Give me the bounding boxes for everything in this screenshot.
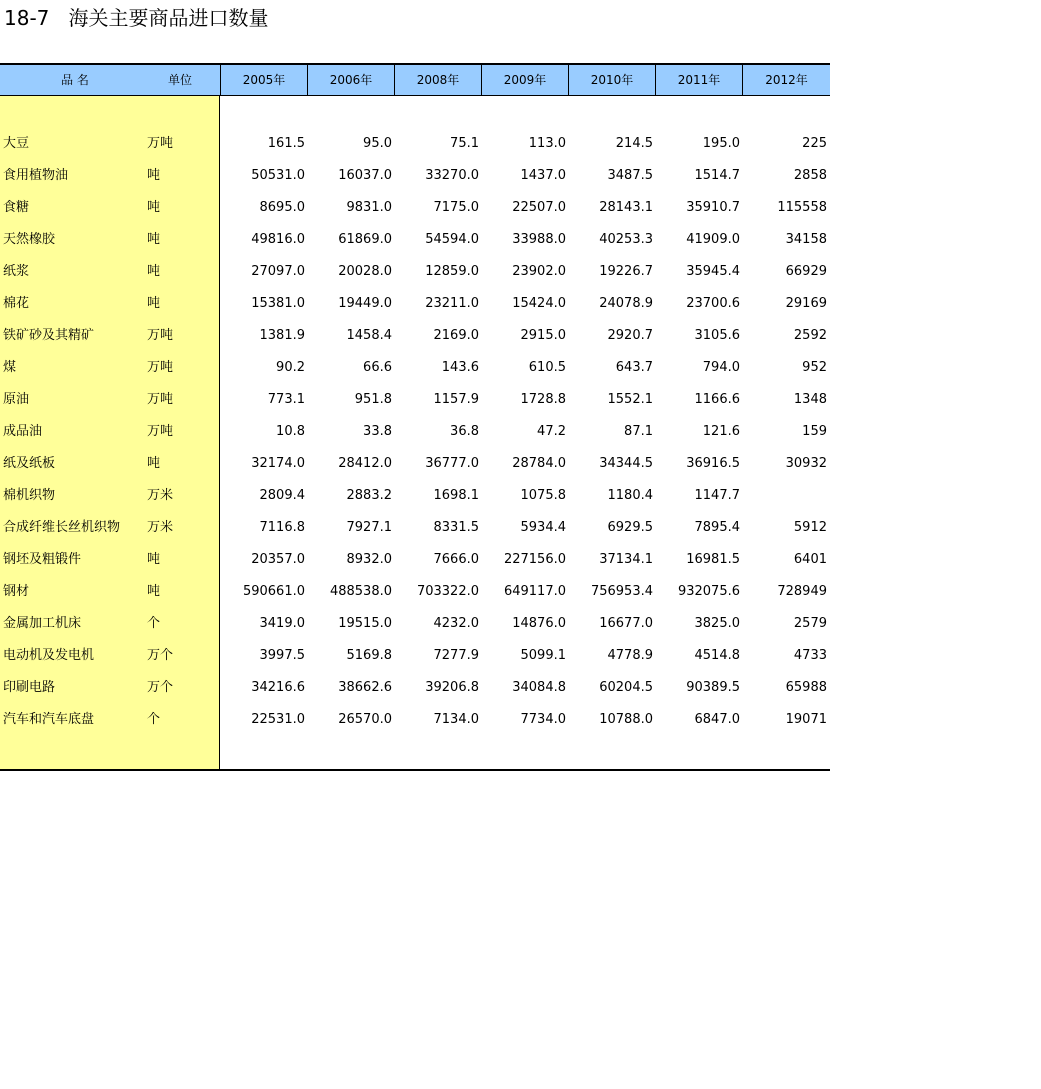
value-cell: 95.0 xyxy=(363,136,392,151)
value-cell: 29169 xyxy=(785,296,827,311)
value-cell: 36.8 xyxy=(450,424,479,439)
value-cell: 6929.5 xyxy=(607,520,653,535)
commodity-unit: 吨 xyxy=(147,264,161,279)
value-cell: 773.1 xyxy=(267,392,305,407)
value-cell: 5912 xyxy=(793,520,827,535)
value-cell: 35945.4 xyxy=(686,264,740,279)
commodity-name: 棉花 xyxy=(3,296,30,311)
value-cell: 36916.5 xyxy=(686,456,740,471)
value-cell: 10.8 xyxy=(276,424,305,439)
import-table xyxy=(0,63,830,771)
value-cell: 932075.6 xyxy=(677,584,740,599)
table-row xyxy=(0,704,830,736)
value-cell: 28784.0 xyxy=(512,456,566,471)
commodity-unit: 万个 xyxy=(147,648,174,663)
commodity-unit: 万米 xyxy=(147,488,174,503)
commodity-name: 纸浆 xyxy=(3,264,30,279)
value-cell: 4733 xyxy=(793,648,827,663)
commodity-name: 钢坯及粗锻件 xyxy=(3,552,82,567)
value-cell: 1348 xyxy=(793,392,827,407)
value-cell: 38662.6 xyxy=(338,680,392,695)
value-cell: 5934.4 xyxy=(520,520,566,535)
value-cell: 2169.0 xyxy=(433,328,479,343)
value-cell: 22531.0 xyxy=(251,712,305,727)
value-cell: 1075.8 xyxy=(520,488,566,503)
value-cell: 24078.9 xyxy=(599,296,653,311)
value-cell: 33270.0 xyxy=(425,168,479,183)
value-cell: 33.8 xyxy=(363,424,392,439)
value-cell: 1437.0 xyxy=(520,168,566,183)
table-row xyxy=(0,640,830,672)
value-cell: 5099.1 xyxy=(520,648,566,663)
value-cell: 36777.0 xyxy=(425,456,479,471)
value-cell: 703322.0 xyxy=(416,584,479,599)
value-cell: 75.1 xyxy=(450,136,479,151)
value-cell: 3825.0 xyxy=(694,616,740,631)
value-cell: 10788.0 xyxy=(599,712,653,727)
value-cell: 1166.6 xyxy=(694,392,740,407)
value-cell: 794.0 xyxy=(702,360,740,375)
value-cell: 161.5 xyxy=(267,136,305,151)
header-year: 2010年 xyxy=(590,73,634,87)
value-cell: 16677.0 xyxy=(599,616,653,631)
commodity-name: 食用植物油 xyxy=(3,168,69,183)
value-cell: 9831.0 xyxy=(346,200,392,215)
value-cell: 19226.7 xyxy=(599,264,653,279)
commodity-unit: 万个 xyxy=(147,680,174,695)
value-cell: 19449.0 xyxy=(338,296,392,311)
table-row xyxy=(0,128,830,160)
value-cell: 1157.9 xyxy=(433,392,479,407)
commodity-name: 合成纤维长丝机织物 xyxy=(3,520,121,535)
value-cell: 3105.6 xyxy=(694,328,740,343)
value-cell: 8331.5 xyxy=(433,520,479,535)
commodity-unit: 个 xyxy=(147,712,161,727)
value-cell: 1180.4 xyxy=(607,488,653,503)
value-cell: 20357.0 xyxy=(251,552,305,567)
commodity-name: 原油 xyxy=(3,392,30,407)
value-cell: 7116.8 xyxy=(259,520,305,535)
value-cell: 7734.0 xyxy=(520,712,566,727)
value-cell: 3419.0 xyxy=(259,616,305,631)
table-row xyxy=(0,512,830,544)
commodity-name: 金属加工机床 xyxy=(3,616,82,631)
table-row xyxy=(0,416,830,448)
value-cell: 23211.0 xyxy=(425,296,479,311)
value-cell: 3487.5 xyxy=(607,168,653,183)
value-cell: 1552.1 xyxy=(607,392,653,407)
commodity-name: 铁矿砂及其精矿 xyxy=(3,328,95,343)
value-cell: 2915.0 xyxy=(520,328,566,343)
value-cell: 19071 xyxy=(785,712,827,727)
table-row xyxy=(0,448,830,480)
value-cell: 195.0 xyxy=(702,136,740,151)
value-cell: 66.6 xyxy=(363,360,392,375)
value-cell: 590661.0 xyxy=(242,584,305,599)
value-cell: 34216.6 xyxy=(251,680,305,695)
commodity-unit: 吨 xyxy=(147,584,161,599)
value-cell: 952 xyxy=(802,360,827,375)
table-row xyxy=(0,256,830,288)
value-cell: 2920.7 xyxy=(607,328,653,343)
table-body xyxy=(0,96,830,771)
header-unit: 单位 xyxy=(168,73,193,87)
value-cell: 26570.0 xyxy=(338,712,392,727)
commodity-name: 食糖 xyxy=(3,200,30,215)
header-year: 2009年 xyxy=(503,73,547,87)
value-cell: 3997.5 xyxy=(259,648,305,663)
commodity-name: 天然橡胶 xyxy=(3,232,56,247)
value-cell: 28412.0 xyxy=(338,456,392,471)
page-title: 18-7 海关主要商品进口数量 xyxy=(4,6,269,30)
value-cell: 2858 xyxy=(793,168,827,183)
value-cell: 14876.0 xyxy=(512,616,566,631)
commodity-unit: 吨 xyxy=(147,200,161,215)
value-cell: 8932.0 xyxy=(346,552,392,567)
value-cell: 159 xyxy=(802,424,827,439)
value-cell: 41909.0 xyxy=(686,232,740,247)
commodity-unit: 万吨 xyxy=(147,360,174,375)
value-cell: 15424.0 xyxy=(512,296,566,311)
value-cell: 1381.9 xyxy=(259,328,305,343)
commodity-unit: 万吨 xyxy=(147,392,174,407)
value-cell: 23700.6 xyxy=(686,296,740,311)
value-cell: 2579 xyxy=(793,616,827,631)
value-cell: 7666.0 xyxy=(433,552,479,567)
value-cell: 90.2 xyxy=(276,360,305,375)
table-row xyxy=(0,352,830,384)
value-cell: 61869.0 xyxy=(338,232,392,247)
value-cell: 121.6 xyxy=(702,424,740,439)
table-row xyxy=(0,160,830,192)
value-cell: 728949 xyxy=(777,584,827,599)
header-year: 2008年 xyxy=(416,73,460,87)
value-cell: 4514.8 xyxy=(694,648,740,663)
value-cell: 7277.9 xyxy=(433,648,479,663)
value-cell: 1514.7 xyxy=(694,168,740,183)
commodity-unit: 吨 xyxy=(147,296,161,311)
value-cell: 756953.4 xyxy=(590,584,653,599)
table-row xyxy=(0,576,830,608)
value-cell: 214.5 xyxy=(615,136,653,151)
table-row xyxy=(0,320,830,352)
table-row xyxy=(0,384,830,416)
value-cell: 4232.0 xyxy=(433,616,479,631)
value-cell: 115558 xyxy=(777,200,827,215)
value-cell: 2883.2 xyxy=(346,488,392,503)
commodity-unit: 吨 xyxy=(147,456,161,471)
value-cell: 1698.1 xyxy=(433,488,479,503)
value-cell: 1728.8 xyxy=(520,392,566,407)
value-cell: 47.2 xyxy=(537,424,566,439)
value-cell: 34158 xyxy=(785,232,827,247)
value-cell: 113.0 xyxy=(528,136,566,151)
value-cell: 49816.0 xyxy=(251,232,305,247)
commodity-name: 纸及纸板 xyxy=(3,456,56,471)
value-cell: 50531.0 xyxy=(251,168,305,183)
value-cell: 951.8 xyxy=(354,392,392,407)
commodity-name: 大豆 xyxy=(3,136,30,151)
table-row xyxy=(0,224,830,256)
commodity-unit: 万吨 xyxy=(147,328,174,343)
value-cell: 23902.0 xyxy=(512,264,566,279)
value-cell: 20028.0 xyxy=(338,264,392,279)
header-year: 2012年 xyxy=(765,73,808,87)
table-row xyxy=(0,480,830,512)
value-cell: 12859.0 xyxy=(425,264,479,279)
commodity-name: 汽车和汽车底盘 xyxy=(3,712,95,727)
value-cell: 54594.0 xyxy=(425,232,479,247)
value-cell: 87.1 xyxy=(624,424,653,439)
value-cell: 8695.0 xyxy=(259,200,305,215)
header-name: 品 名 xyxy=(61,73,89,87)
value-cell: 66929 xyxy=(785,264,827,279)
value-cell: 488538.0 xyxy=(329,584,392,599)
value-cell: 34084.8 xyxy=(512,680,566,695)
table-row xyxy=(0,192,830,224)
commodity-name: 钢材 xyxy=(3,584,30,599)
value-cell: 16037.0 xyxy=(338,168,392,183)
commodity-unit: 吨 xyxy=(147,232,161,247)
table-row xyxy=(0,672,830,704)
value-cell: 143.6 xyxy=(441,360,479,375)
value-cell: 27097.0 xyxy=(251,264,305,279)
value-cell: 37134.1 xyxy=(599,552,653,567)
commodity-name: 电动机及发电机 xyxy=(3,648,95,663)
header-year: 2011年 xyxy=(677,73,721,87)
commodity-unit: 吨 xyxy=(147,168,161,183)
value-cell: 610.5 xyxy=(528,360,566,375)
value-cell: 60204.5 xyxy=(599,680,653,695)
table-row xyxy=(0,544,830,576)
value-cell: 34344.5 xyxy=(599,456,653,471)
commodity-unit: 个 xyxy=(147,616,161,631)
value-cell: 7927.1 xyxy=(346,520,392,535)
header-year: 2006年 xyxy=(329,73,373,87)
value-cell: 2592 xyxy=(793,328,827,343)
commodity-name: 印刷电路 xyxy=(3,680,56,695)
value-cell: 1147.7 xyxy=(694,488,740,503)
value-cell: 643.7 xyxy=(615,360,653,375)
table-header xyxy=(0,63,830,96)
commodity-name: 棉机织物 xyxy=(3,488,56,503)
value-cell: 22507.0 xyxy=(512,200,566,215)
commodity-name: 成品油 xyxy=(3,424,43,439)
commodity-unit: 万米 xyxy=(147,520,174,535)
value-cell: 32174.0 xyxy=(251,456,305,471)
value-cell: 4778.9 xyxy=(607,648,653,663)
value-cell: 1458.4 xyxy=(346,328,392,343)
value-cell: 7134.0 xyxy=(433,712,479,727)
commodity-unit: 万吨 xyxy=(147,424,174,439)
commodity-unit: 万吨 xyxy=(147,136,174,151)
value-cell: 19515.0 xyxy=(338,616,392,631)
table-row xyxy=(0,608,830,640)
value-cell: 5169.8 xyxy=(346,648,392,663)
value-cell: 649117.0 xyxy=(503,584,566,599)
value-cell: 90389.5 xyxy=(686,680,740,695)
value-cell: 65988 xyxy=(785,680,827,695)
commodity-unit: 吨 xyxy=(147,552,161,567)
value-cell: 30932 xyxy=(785,456,827,471)
value-cell: 15381.0 xyxy=(251,296,305,311)
value-cell: 6847.0 xyxy=(694,712,740,727)
value-cell: 227156.0 xyxy=(503,552,566,567)
value-cell: 16981.5 xyxy=(686,552,740,567)
value-cell: 28143.1 xyxy=(599,200,653,215)
header-year: 2005年 xyxy=(242,73,286,87)
value-cell: 35910.7 xyxy=(686,200,740,215)
value-cell: 7895.4 xyxy=(694,520,740,535)
value-cell: 39206.8 xyxy=(425,680,479,695)
value-cell: 2809.4 xyxy=(259,488,305,503)
value-cell: 6401 xyxy=(793,552,827,567)
value-cell: 40253.3 xyxy=(599,232,653,247)
commodity-name: 煤 xyxy=(3,360,17,375)
value-cell: 225 xyxy=(802,136,827,151)
value-cell: 7175.0 xyxy=(433,200,479,215)
table-row xyxy=(0,288,830,320)
value-cell: 33988.0 xyxy=(512,232,566,247)
